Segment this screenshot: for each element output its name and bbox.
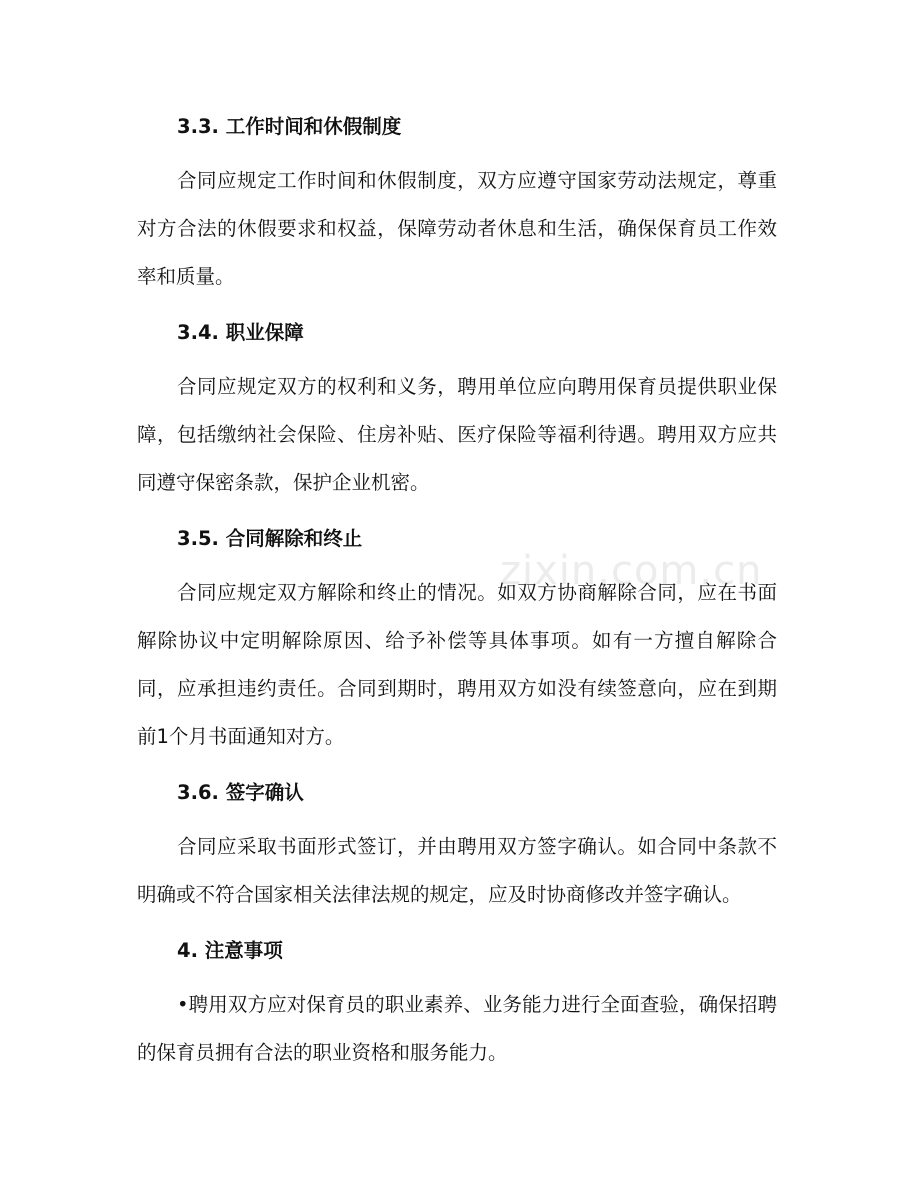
bullet-item: •聘用双方应对保育员的职业素养、业务能力进行全面查验，确保招聘的保育员拥有合法的职业资格和服务能力。: [137, 993, 777, 1064]
section-heading-3-4: 3.4. 职业保障: [177, 321, 304, 344]
section-heading-3-5: 3.5. 合同解除和终止: [177, 527, 363, 550]
section-body-3-4: 合同应规定双方的权利和义务，聘用单位应向聘用保育员提供职业保障，包括缴纳社会保险、住房补贴、医疗保险等福利待遇。聘用双方应共同遵守保密条款，保护企业机密。: [137, 375, 777, 494]
watermark: zixin.com.cn: [500, 548, 763, 594]
section-heading-3-3: 3.3. 工作时间和休假制度: [177, 115, 402, 138]
section-body-3-5: 合同应规定双方解除和终止的情况。如双方协商解除合同，应在书面解除协议中定明解除原因、给予补偿等具体事项。如有一方擅自解除合同，应承担违约责任。合同到期时，聘用双方如没有续签意向，应在到期前1个月书面通知对方。: [137, 581, 777, 748]
document-content: [137, 107, 777, 1089]
section-heading-3-6: 3.6. 签字确认: [177, 781, 304, 804]
section-body-3-3: 合同应规定工作时间和休假制度，双方应遵守国家劳动法规定，尊重对方合法的休假要求和权益，保障劳动者休息和生活，确保保育员工作效率和质量。: [137, 169, 777, 288]
section-heading-4: 4. 注意事项: [177, 939, 283, 962]
section-body-3-6: 合同应采取书面形式签订，并由聘用双方签字确认。如合同中条款不明确或不符合国家相关法律法规的规定，应及时协商修改并签字确认。: [137, 835, 777, 906]
